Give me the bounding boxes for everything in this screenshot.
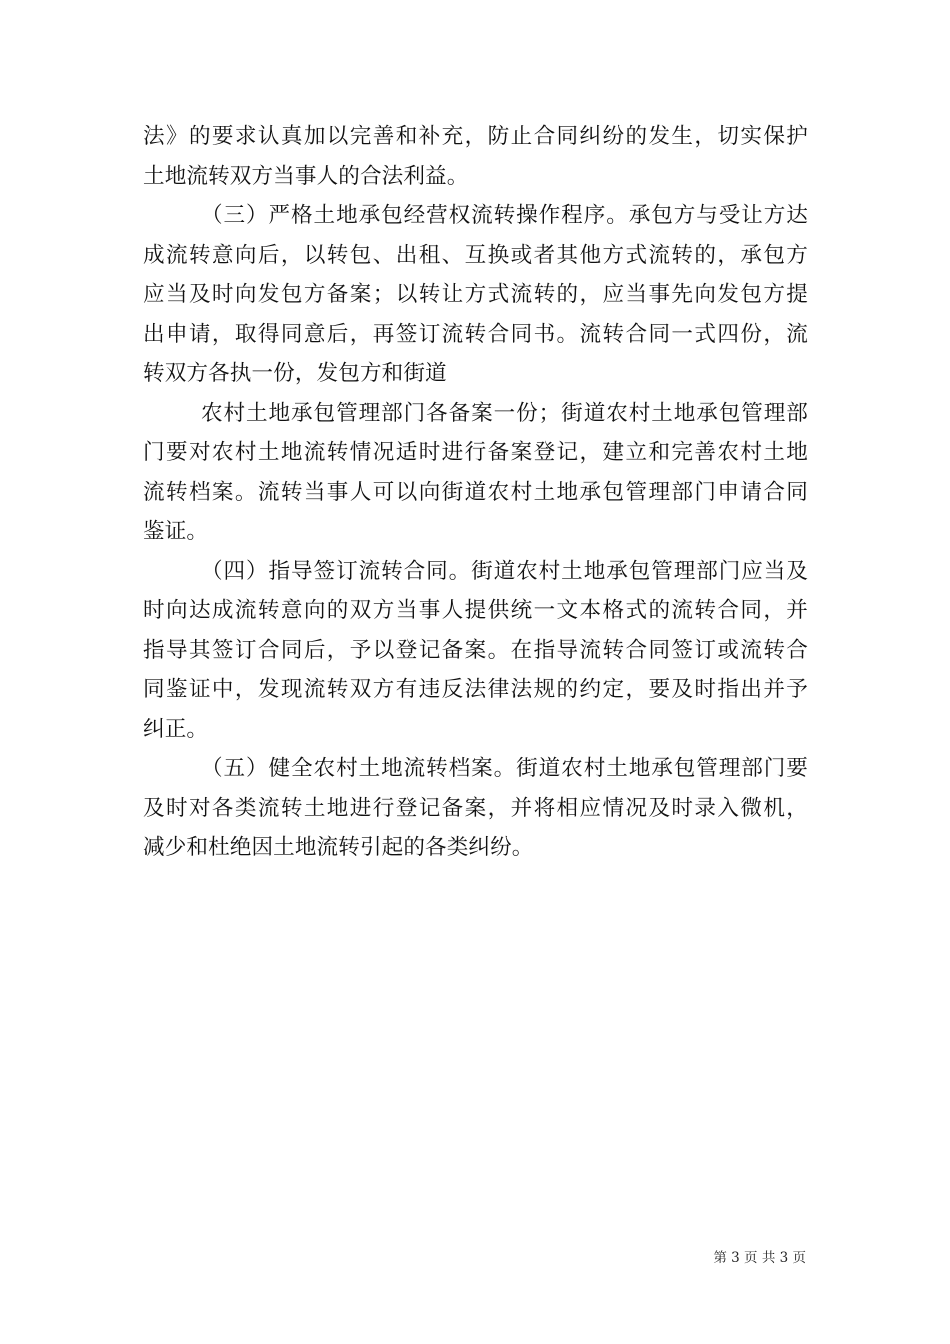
paragraph: [143, 749, 808, 868]
text-line: 法》的要求认真加以完善和补充，防止合同纠纷的发生，切实保护: [143, 124, 808, 149]
text-line: 成流转意向后，以转包、出租、互换或者其他方式流转的，承包方: [143, 242, 808, 268]
text-line: 鉴证。: [143, 519, 209, 544]
text-line: 指导其签订合同后，予以登记备案。在指导流转合同签订或流转合: [143, 637, 808, 663]
text-line: 同鉴证中，发现流转双方有违反法律法规的约定，要及时指出并予: [143, 677, 808, 702]
text-line: （三）严格土地承包经营权流转操作程序。承包方与受让方达: [201, 203, 808, 228]
page-number: 第 3 页 共 3 页: [713, 1250, 806, 1266]
text-line: 土地流转双方当事人的合法利益。: [143, 163, 469, 189]
text-line: 转双方各执一份，发包方和街道: [143, 361, 447, 386]
text-line: 应当及时向发包方备案；以转让方式流转的，应当事先向发包方提: [143, 282, 808, 307]
text-line: 时向达成流转意向的双方当事人提供统一文本格式的流转合同，并: [143, 598, 808, 623]
text-line: 农村土地承包管理部门各备案一份；街道农村土地承包管理部: [201, 400, 808, 426]
text-line: （四）指导签订流转合同。街道农村土地承包管理部门应当及: [201, 558, 808, 584]
text-line: （五）健全农村土地流转档案。街道农村土地承包管理部门要: [201, 756, 808, 781]
paragraph: [143, 552, 808, 750]
text-line: 纠正。: [143, 716, 209, 742]
paragraph: [143, 196, 808, 394]
text-line: 出申请，取得同意后，再签订流转合同书。流转合同一式四份，流: [143, 321, 808, 347]
text-line: 流转档案。流转当事人可以向街道农村土地承包管理部门申请合同: [143, 479, 808, 505]
text-line: 减少和杜绝因土地流转引起的各类纠纷。: [143, 835, 534, 860]
text-line: 及时对各类流转土地进行登记备案，并将相应情况及时录入微机，: [143, 795, 808, 821]
document-body: [143, 117, 808, 868]
text-line: 门要对农村土地流转情况适时进行备案登记，建立和完善农村土地: [143, 440, 808, 465]
paragraph: [143, 394, 808, 552]
paragraph: [143, 117, 808, 196]
